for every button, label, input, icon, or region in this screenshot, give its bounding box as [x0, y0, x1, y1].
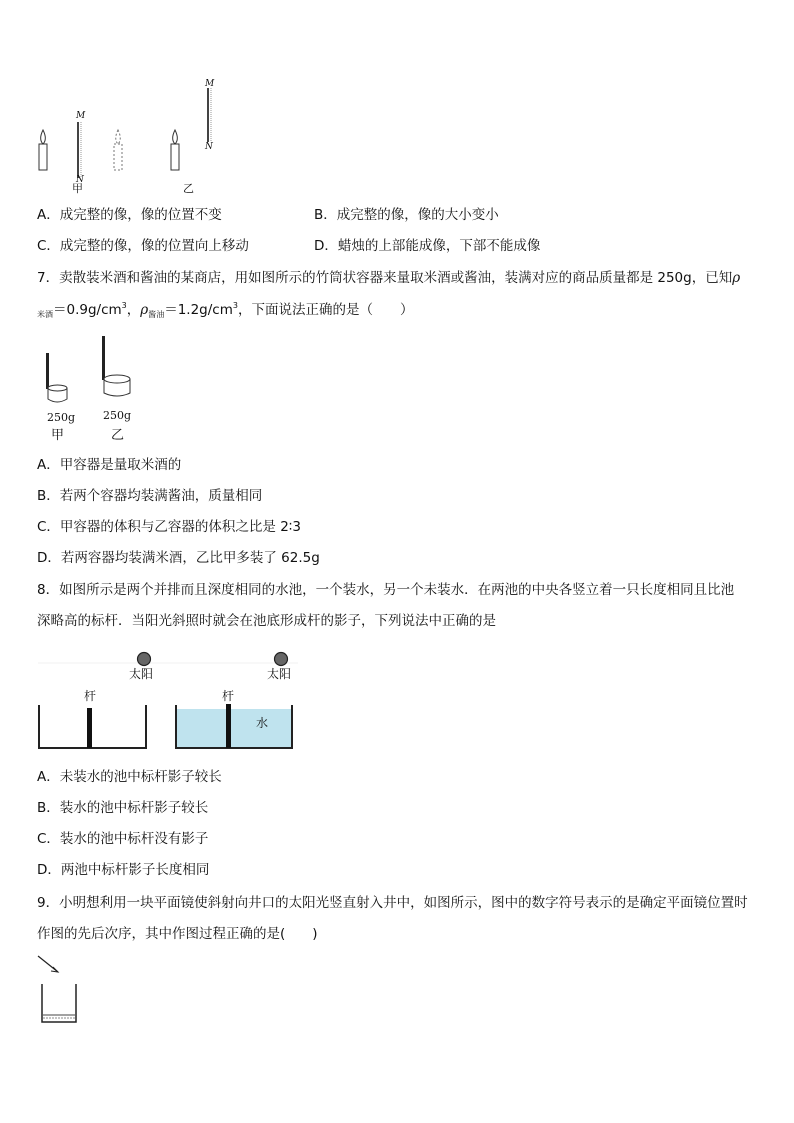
well-outline: [42, 984, 76, 1022]
q7-option-b: B．若两个容器均装满酱油，质量相同: [37, 488, 263, 504]
q9-stem-line2: 作图的先后次序，其中作图过程正确的是( ): [37, 926, 318, 942]
label-m: M: [76, 111, 86, 121]
label-n: N: [76, 175, 84, 185]
q8-option-c: C．装水的池中标杆没有影子: [37, 831, 209, 847]
rho-symbol: ρ: [732, 270, 741, 286]
well-figure: [34, 952, 84, 1028]
pole-label-left: 杆: [84, 689, 97, 703]
label-jia: 甲: [72, 182, 83, 195]
mass-label-yi: 250g: [103, 409, 132, 422]
sun-left: [138, 653, 151, 666]
q7-option-c: C．甲容器的体积与乙容器的体积之比是 2∶3: [37, 519, 301, 535]
pole-left: [87, 708, 92, 748]
q8-stem-line2: 深略高的标杆．当阳光斜照时就会在池底形成杆的影子，下列说法中正确的是: [37, 613, 496, 629]
mirror-yi: [208, 88, 211, 142]
q7-option-d: D．若两容器均装满米酒，乙比甲多装了 62.5g: [37, 550, 320, 566]
q8-option-a: A．未装水的池中标杆影子较长: [37, 769, 222, 785]
pool-pole-figure: [36, 647, 300, 753]
pole-label-right: 杆: [222, 689, 235, 703]
mirror-jia: [78, 122, 81, 178]
candle-right: [171, 130, 179, 170]
container-jia: [46, 353, 67, 402]
q8-stem-line1: 8．如图所示是两个并排而且深度相同的水池，一个装水，另一个未装水．在两池的中央各竖立着一只长度相同且比池: [37, 582, 735, 598]
label-n: N: [205, 142, 213, 152]
q6-option-d: D．蜡烛的上部能成像，下部不能成像: [314, 238, 541, 254]
sun-label-left: 太阳: [129, 667, 154, 681]
q7-stem-line1: 7．卖散装米酒和酱油的某商店，用如图所示的竹筒状容器来量取米酒或酱油，装满对应的商品质量都是 250g，已知ρ: [37, 270, 741, 286]
q6-option-a: A．成完整的像，像的位置不变: [37, 207, 222, 223]
q7-stem-line2: $_{米酒}=0.9g/cm^3$，$\rho_{酱油}=1.2g/cm^3$，下面说法正确的是（ ）: [37, 301, 414, 319]
q6-option-b: B．成完整的像，像的大小变小: [314, 207, 499, 223]
label-yi: 乙: [183, 182, 194, 195]
container-yi: [102, 336, 130, 396]
water-label: 水: [256, 716, 269, 730]
q6-option-c: C．成完整的像，像的位置向上移动: [37, 238, 249, 254]
q9-stem-line1: 9．小明想利用一块平面镜使斜射向井口的太阳光竖直射入井中，如图所示，图中的数字符号表示的是确定平面镜位置时: [37, 895, 748, 911]
candle-mirror-figure: [30, 78, 230, 198]
label-m: M: [205, 79, 215, 89]
virtual-candle-image: [114, 130, 122, 170]
mass-label-jia: 250g: [47, 411, 76, 424]
q8-option-d: D．两池中标杆影子长度相同: [37, 862, 210, 878]
sun-right: [275, 653, 288, 666]
sun-label-right: 太阳: [267, 667, 292, 681]
pole-right: [226, 704, 231, 748]
bamboo-containers-figure: [40, 333, 150, 413]
container-label-jia: 甲: [51, 428, 65, 443]
q8-option-b: B．装水的池中标杆影子较长: [37, 800, 209, 816]
candle-left: [39, 130, 47, 170]
container-label-yi: 乙: [111, 428, 125, 443]
q7-option-a: A．甲容器是量取米酒的: [37, 457, 182, 473]
